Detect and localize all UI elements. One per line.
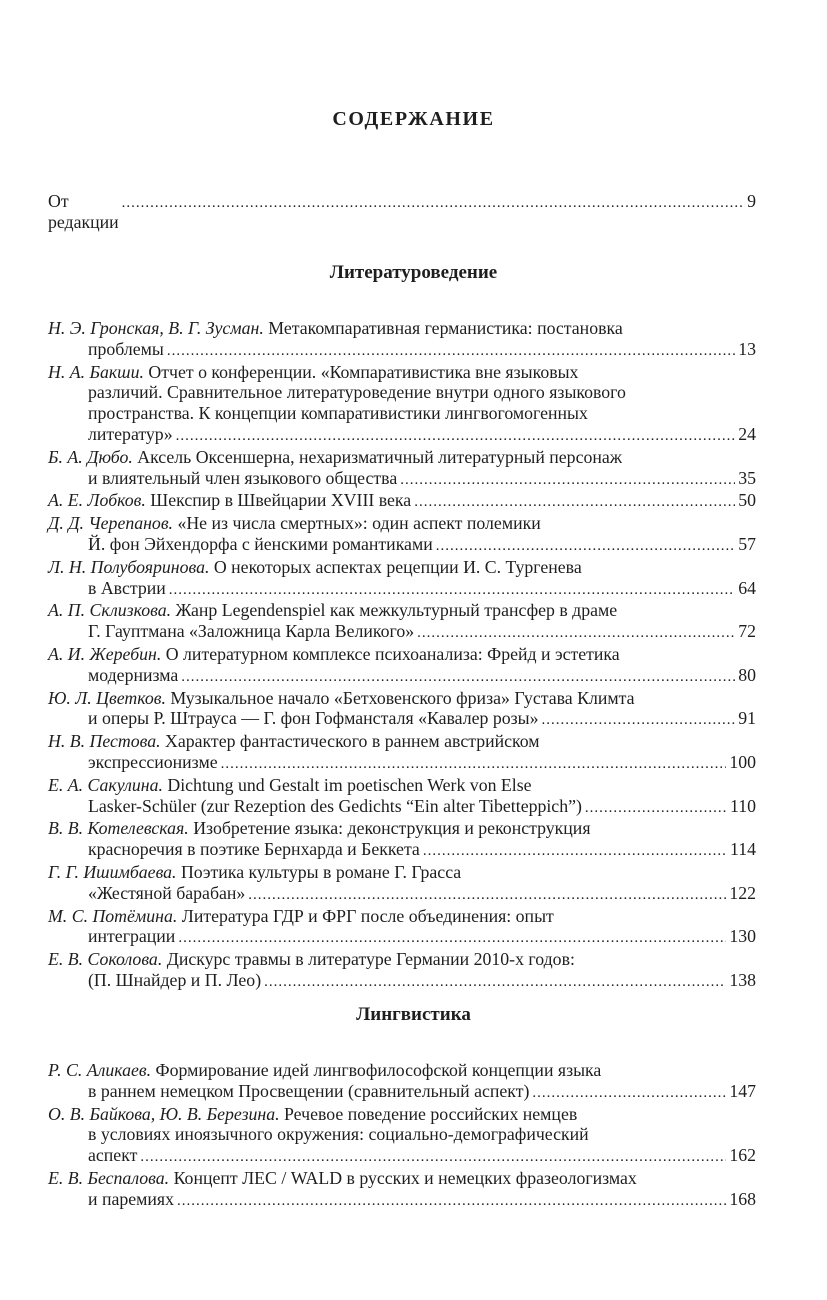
dot-leader bbox=[264, 972, 726, 993]
dot-leader bbox=[178, 928, 726, 949]
toc-list-linguistics bbox=[48, 1060, 756, 1212]
entry-author: Н. В. Пестова. bbox=[48, 731, 161, 752]
entry-title-line: О литературном комплексе психоанализа: Фрейд и эстетика bbox=[165, 643, 620, 664]
page-number: 130 bbox=[729, 926, 756, 947]
toc-entry[interactable] bbox=[48, 949, 756, 993]
entry-title-line: Dichtung und Gestalt im poetischen Werk von Else bbox=[167, 774, 532, 795]
entry-title-line: Шекспир в Швейцарии XVIII века bbox=[150, 490, 412, 511]
entry-author: Р. С. Аликаев. bbox=[48, 1060, 152, 1080]
entry-title-line: «Жестяной барабан» bbox=[88, 882, 246, 903]
dot-leader bbox=[400, 470, 735, 491]
toc-entry[interactable] bbox=[48, 1060, 756, 1104]
dot-leader bbox=[585, 798, 727, 819]
toc-entry[interactable] bbox=[48, 513, 756, 557]
dot-leader bbox=[541, 710, 735, 731]
dot-leader bbox=[414, 492, 735, 513]
entry-author: А. И. Жеребин. bbox=[48, 643, 162, 664]
entry-title-line: интеграции bbox=[88, 926, 176, 947]
dot-leader bbox=[177, 1191, 726, 1212]
section-heading-literature: Литературоведение bbox=[329, 262, 498, 283]
page-number: 80 bbox=[738, 664, 756, 685]
entry-title-line: Концепт ЛЕС / WALD в русских и немецких фразеологизмах bbox=[173, 1167, 637, 1188]
entry-title-line: и паремиях bbox=[88, 1188, 174, 1209]
toc-entry[interactable] bbox=[48, 775, 756, 819]
page-number: 35 bbox=[738, 467, 756, 488]
entry-author: Д. Д. Черепанов. bbox=[48, 513, 173, 534]
entry-title-line: модернизма bbox=[88, 664, 179, 685]
entry-author: Г. Г. Ишимбаева. bbox=[48, 861, 177, 882]
entry-title-line: Г. Гауптмана «Заложница Карла Великого» bbox=[88, 621, 415, 642]
page-number: 64 bbox=[738, 577, 756, 598]
dot-leader bbox=[140, 1147, 726, 1168]
page-number: 57 bbox=[738, 533, 756, 554]
page-number: 110 bbox=[729, 795, 756, 816]
front-matter-entry[interactable] bbox=[48, 191, 756, 233]
entry-title-line: Lasker-Schüler (zur Rezeption des Gedichts “Ein alter Tibetteppich”) bbox=[88, 795, 582, 816]
toc-entry[interactable] bbox=[48, 447, 756, 491]
page-number: 100 bbox=[729, 751, 756, 772]
dot-leader bbox=[122, 193, 744, 214]
entry-title-line: в условиях иноязычного окружения: социально-демографический bbox=[88, 1124, 589, 1145]
dot-leader bbox=[532, 1083, 726, 1104]
page-number: 122 bbox=[729, 882, 756, 903]
dot-leader bbox=[248, 885, 726, 906]
entry-title-line: пространства. К концепции компаративистики лингвогомогенных bbox=[88, 403, 588, 424]
entry-author: А. П. Склизкова. bbox=[48, 600, 172, 621]
entry-title-line: Дискурс травмы в литературе Германии 2010-х годов: bbox=[166, 949, 575, 970]
entry-author: Б. А. Дюбо. bbox=[48, 446, 133, 467]
page-number: 168 bbox=[729, 1188, 756, 1209]
page-number: 24 bbox=[738, 423, 756, 444]
entry-title-line: Жанр Legendenspiel как межкультурный трансфер в драме bbox=[175, 600, 618, 621]
entry-author: Ю. Л. Цветков. bbox=[48, 687, 166, 708]
entry-author: Е. А. Сакулина. bbox=[48, 774, 163, 795]
entry-title-line: Речевое поведение российских немцев bbox=[284, 1103, 578, 1124]
dot-leader bbox=[181, 667, 735, 688]
entry-title-line: и оперы Р. Штрауса — Г. фон Гофмансталя «Кавалер розы» bbox=[88, 708, 539, 729]
toc-entry[interactable] bbox=[48, 906, 756, 950]
toc-list-literature bbox=[48, 318, 756, 993]
entry-title-line: Формирование идей лингвофилософской концепции языка bbox=[155, 1060, 602, 1080]
page-number: 147 bbox=[729, 1080, 756, 1101]
page-number: 162 bbox=[729, 1145, 756, 1166]
dot-leader bbox=[423, 841, 727, 862]
toc-entry[interactable] bbox=[48, 862, 756, 906]
entry-title-line: экспрессионизме bbox=[88, 751, 218, 772]
dot-leader bbox=[417, 623, 735, 644]
toc-entry[interactable] bbox=[48, 818, 756, 862]
front-matter-text: От редакции bbox=[48, 191, 119, 232]
toc-entry[interactable] bbox=[48, 557, 756, 601]
entry-author: А. Е. Лобков. bbox=[48, 490, 146, 511]
toc-entry[interactable] bbox=[48, 490, 756, 513]
entry-author: Л. Н. Полубояринова. bbox=[48, 556, 210, 577]
toc-entry[interactable] bbox=[48, 362, 756, 447]
entry-author: Е. В. Соколова. bbox=[48, 949, 163, 970]
page-number: 91 bbox=[738, 708, 756, 729]
entry-title-line: О некоторых аспектах рецепции И. С. Тургенева bbox=[213, 556, 582, 577]
entry-title-line: красноречия в поэтике Бернхарда и Беккета bbox=[88, 839, 420, 860]
entry-title-line: Метакомпаративная германистика: постановка bbox=[268, 318, 623, 338]
entry-title-line: Аксель Оксеншерна, нехаризматичный литературный персонаж bbox=[137, 446, 623, 467]
dot-leader bbox=[167, 341, 735, 362]
page-number: 9 bbox=[747, 191, 756, 211]
entry-author: О. В. Байкова, Ю. В. Березина. bbox=[48, 1103, 280, 1124]
entry-title-line: различий. Сравнительное литературоведение внутри одного языкового bbox=[88, 382, 626, 403]
entry-author: М. С. Потёмина. bbox=[48, 905, 178, 926]
page-number: 114 bbox=[729, 839, 756, 860]
page-title: СОДЕРЖАНИЕ bbox=[332, 108, 495, 130]
entry-author: В. В. Котелевская. bbox=[48, 818, 189, 839]
entry-title-line: проблемы bbox=[88, 338, 164, 359]
dot-leader bbox=[169, 580, 735, 601]
entry-title-line: Характер фантастического в раннем австрийском bbox=[165, 731, 540, 752]
section-heading-linguistics: Лингвистика bbox=[356, 1004, 471, 1025]
entry-author: Н. Э. Гронская, В. Г. Зусман. bbox=[48, 318, 264, 338]
entry-title-line: Музыкальное начало «Бетховенского фриза» Густава Климта bbox=[170, 687, 635, 708]
entry-title-line: Отчет о конференции. «Компаративистика вне языковых bbox=[148, 361, 579, 382]
dot-leader bbox=[436, 536, 735, 557]
page-number: 72 bbox=[738, 621, 756, 642]
entry-title-line: Поэтика культуры в романе Г. Грасса bbox=[180, 861, 462, 882]
page-number: 50 bbox=[738, 490, 756, 511]
entry-title-line: (П. Шнайдер и П. Лео) bbox=[88, 969, 262, 990]
entry-title-line: и влиятельный член языкового общества bbox=[88, 467, 398, 488]
page-number: 138 bbox=[729, 969, 756, 990]
entry-title-line: «Не из числа смертных»: один аспект полемики bbox=[177, 513, 541, 534]
entry-title-line: в раннем немецком Просвещении (сравнительный аспект) bbox=[88, 1080, 530, 1101]
toc-entry[interactable] bbox=[48, 1104, 756, 1168]
toc-entry[interactable] bbox=[48, 731, 756, 775]
page-number: 13 bbox=[738, 338, 756, 359]
entry-title-line: Литература ГДР и ФРГ после объединения: опыт bbox=[181, 905, 554, 926]
entry-title-line: Й. фон Эйхендорфа с йенскими романтиками bbox=[88, 533, 433, 554]
toc-entry[interactable] bbox=[48, 644, 756, 688]
dot-leader bbox=[176, 426, 736, 447]
entry-title-line: в Австрии bbox=[88, 577, 166, 598]
toc-entry[interactable] bbox=[48, 688, 756, 732]
entry-title-line: аспект bbox=[88, 1145, 138, 1166]
toc-entry[interactable] bbox=[48, 600, 756, 644]
entry-title-line: Изобретение языка: деконструкция и реконструкция bbox=[193, 818, 591, 839]
entry-author: Н. А. Бакши. bbox=[48, 361, 144, 382]
toc-entry[interactable] bbox=[48, 318, 756, 362]
toc-entry[interactable] bbox=[48, 1168, 756, 1212]
entry-title-line: литератур» bbox=[88, 423, 173, 444]
entry-author: Е. В. Беспалова. bbox=[48, 1167, 170, 1188]
dot-leader bbox=[221, 754, 727, 775]
